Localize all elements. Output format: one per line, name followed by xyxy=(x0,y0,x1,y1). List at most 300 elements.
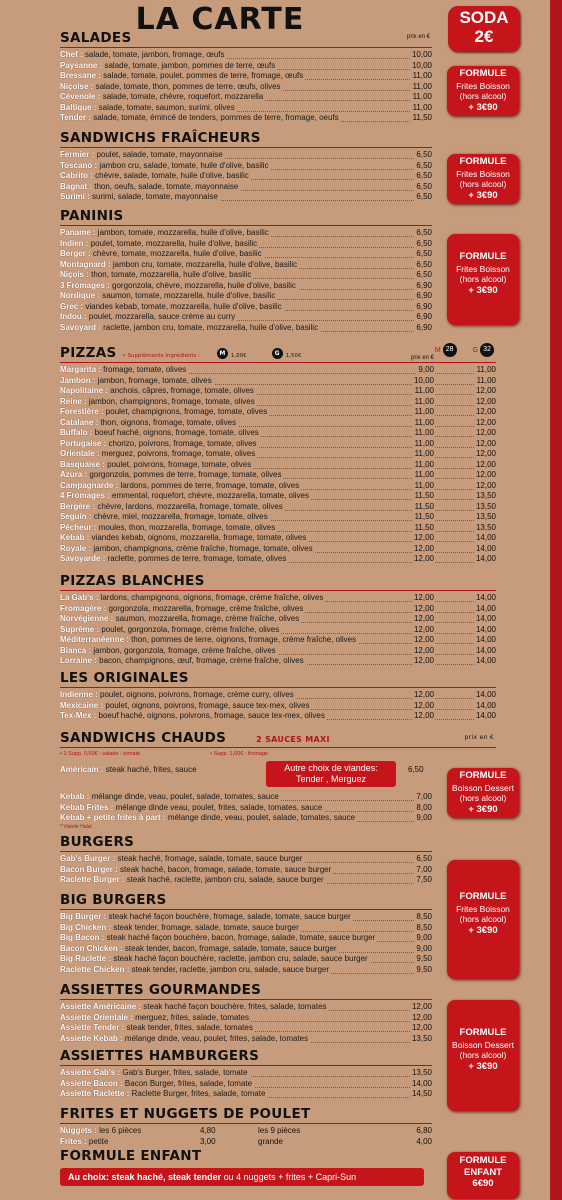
enfant-choice-box xyxy=(60,1168,424,1186)
section-title: BIG BURGERS xyxy=(60,892,167,908)
chauds-title: SANDWICHS CHAUDS xyxy=(60,730,227,746)
list-item xyxy=(60,593,496,604)
item-name: Cévenole : xyxy=(60,92,101,101)
list-item xyxy=(60,875,432,886)
list-item xyxy=(60,260,432,271)
formule-title: FORMULE xyxy=(459,1155,507,1166)
item-desc: bacon, champignons, œuf, fromage, crème fraîche, olives xyxy=(96,656,304,665)
item-name: Américain : xyxy=(60,765,104,774)
item-price: 6,50 xyxy=(408,765,424,774)
section-title: PIZZAS BLANCHES xyxy=(60,573,205,589)
item-price-large: 14,00 xyxy=(475,543,496,553)
size-m-diameter: 28 xyxy=(443,343,457,357)
formule-price: + 3€90 xyxy=(468,1060,498,1072)
section-title: LES ORIGINALES xyxy=(60,670,189,686)
item-name: Raclette Chicken : xyxy=(60,964,130,974)
item-price-large: 14,00 xyxy=(475,624,496,634)
list-item xyxy=(60,92,432,103)
section-title xyxy=(60,730,496,746)
section-title: SANDWICHS FRAÎCHEURS xyxy=(60,130,261,146)
item-price: 7,00 xyxy=(416,792,432,801)
price-unit-note: prix en € xyxy=(406,34,430,40)
list-item xyxy=(60,656,496,667)
item-price-large: 12,00 xyxy=(475,438,496,448)
list-item xyxy=(60,228,432,239)
item-name: 4 Fromages : xyxy=(60,491,110,500)
item-name: Frites : xyxy=(60,1136,87,1146)
list-item xyxy=(60,1079,432,1090)
list-item xyxy=(60,865,432,876)
list-item xyxy=(60,1126,432,1137)
halal-note: * Viande Halal xyxy=(60,823,92,830)
item-name: Cabrito : xyxy=(60,171,93,180)
formule-price: + 3€90 xyxy=(468,803,498,815)
formule-title: FORMULE xyxy=(459,891,507,902)
size-m-letter: M xyxy=(434,346,441,354)
item-name: Orientale : xyxy=(60,449,100,458)
section-title: ASSIETTES HAMBURGERS xyxy=(60,1048,260,1064)
item-desc: jambon, fromage, tomate, olives xyxy=(95,375,212,385)
item-price: 12,00 xyxy=(413,624,434,634)
item-price: 12,00 xyxy=(413,656,434,665)
list-item xyxy=(60,635,496,646)
item-price-large: 14,00 xyxy=(475,700,496,710)
section-sandwichs-chauds xyxy=(60,730,496,758)
item-desc: steak haché, bacon, fromage, salade, tomate, sauce burger xyxy=(117,864,332,874)
formule-line: (hors alcool) xyxy=(459,179,507,189)
item-name: Portugaise : xyxy=(60,438,107,448)
item-name: Basquaise : xyxy=(60,459,105,469)
enfant-rest: ou 4 nuggets + frites + Capri-Sun xyxy=(221,1172,357,1182)
item-name: Savoyard : xyxy=(60,322,101,332)
formule-line: (hors alcool) xyxy=(459,793,507,803)
item-price: 12,00 xyxy=(413,533,434,542)
list-item xyxy=(60,803,432,814)
item-name: Paysanne : xyxy=(60,60,103,70)
formule-badge-burgers xyxy=(447,860,519,979)
section-originales xyxy=(60,670,496,722)
item-desc: Gab's Burger, frites, salade, tomate xyxy=(120,1068,248,1077)
list-item xyxy=(60,481,496,492)
item-desc: saumon, mozzarella, fromage, crème fraîche, olives xyxy=(113,614,300,623)
item-price: 11,50 xyxy=(414,522,434,532)
item-name: Indienne : xyxy=(60,690,98,699)
item-price: 12,00 xyxy=(411,1002,432,1011)
list-item xyxy=(60,544,496,555)
item-price: 11,50 xyxy=(414,491,434,500)
item-desc: les 6 pièces xyxy=(96,1126,142,1135)
item-name: Toscano : xyxy=(60,160,98,170)
item-desc: chorizo, poivrons, fromage, tomate, olives xyxy=(106,438,257,448)
item-name: Gab's Burger : xyxy=(60,854,116,863)
item-desc: lardons, pommes de terre, fromage, tomate, olives xyxy=(118,480,300,490)
list-item xyxy=(60,376,496,387)
list-item xyxy=(60,113,432,124)
list-item xyxy=(60,460,496,471)
list-item xyxy=(60,1034,432,1045)
item-name: Azura : xyxy=(60,470,88,479)
item-desc: poulet, tomate, mozzarella, huile d'olive, basilic xyxy=(88,238,258,248)
item-desc: chèvre, lardons, mozzarella, fromage, tomate, olives xyxy=(95,501,283,511)
list-item xyxy=(60,103,432,114)
item-name: Fermier : xyxy=(60,150,95,159)
item-price: 6,50 xyxy=(416,171,432,180)
item-name: Méditerranéenne : xyxy=(60,635,129,644)
formule-badge-enfant xyxy=(447,1152,519,1199)
item-desc: steak haché, frites, sauce xyxy=(103,765,197,774)
item-price-large: 12,00 xyxy=(475,470,496,479)
list-item xyxy=(60,604,496,615)
item-name: Kebab Frites : xyxy=(60,802,114,812)
item-desc: steak haché façon bouchère, frites, salade, tomates xyxy=(141,1002,327,1011)
item-name: Assiette Bacon : xyxy=(60,1078,123,1088)
list-item xyxy=(60,701,496,712)
item-price: 11,00 xyxy=(414,470,434,479)
section-title: FORMULE ENFANT xyxy=(60,1148,202,1164)
list-item xyxy=(60,365,496,376)
item-desc: thon, tomate, mozzarella, huile d'olive, basilic xyxy=(88,270,252,279)
item-name: Seguin : xyxy=(60,512,92,521)
item-name: Assiette Orientale : xyxy=(60,1012,133,1022)
item-name: Kebab : xyxy=(60,792,90,801)
list-item xyxy=(60,690,496,701)
item-price: 11,00 xyxy=(414,449,434,458)
list-item xyxy=(60,439,496,450)
item-desc: jambon cru, tomate, mozzarella, huile d'olive, basilic xyxy=(110,259,298,269)
item-desc: raclette, jambon cru, tomate, mozzarella, huile d'olive, basilic xyxy=(100,322,319,332)
item-price: 3,00 xyxy=(200,1136,216,1146)
item-price-large: 12,00 xyxy=(475,407,496,416)
item-desc: jambon, champignons, fromage, tomate, olives xyxy=(86,396,255,406)
supp-m-price: 1,00€ xyxy=(230,353,247,359)
item-price: 9,50 xyxy=(416,954,432,963)
list-item xyxy=(60,965,432,976)
list-item xyxy=(60,82,432,93)
list-item xyxy=(60,470,496,481)
item-desc: mélange dinde, veau, poulet, salade, tomates, sauce xyxy=(165,813,356,822)
supplements-label: • Suppléments Ingrédients : xyxy=(122,353,200,359)
item-desc: poulet, salade, tomate, mayonnaise xyxy=(94,150,223,159)
formule-price: + 3€90 xyxy=(468,101,498,113)
section-pizzas xyxy=(60,345,496,565)
item-name: Bressane : xyxy=(60,71,101,80)
item-desc: emmental, roquefort, chèvre, mozzarella, tomate, olives xyxy=(109,491,309,500)
pizzas-title: PIZZAS xyxy=(60,345,117,361)
item-name: Catalane : xyxy=(60,417,99,427)
item-name: Bagnat : xyxy=(60,181,92,191)
right-red-stripe xyxy=(550,0,562,1200)
item-price-large: 14,00 xyxy=(475,690,496,699)
item-name: Fromagère : xyxy=(60,603,107,613)
formule-badge-chauds xyxy=(447,768,519,818)
item-desc: poulet, oignons, poivrons, fromage, sauce tex-mex, olives xyxy=(103,700,310,710)
item-price: 6,90 xyxy=(416,291,432,300)
item-price-large: 14,00 xyxy=(475,554,496,563)
formule-price: + 3€90 xyxy=(468,189,498,201)
item-name: Norvégienne : xyxy=(60,614,114,623)
item-price: 12,00 xyxy=(413,711,434,720)
item-desc: steak haché façon bouchère, bacon, fromage, salade, tomate, sauce burger xyxy=(104,933,376,942)
list-item xyxy=(60,171,432,182)
item-price: 12,00 xyxy=(413,614,434,623)
list-item xyxy=(60,854,432,865)
list-item xyxy=(60,923,432,934)
size-m-icon: M xyxy=(217,348,228,359)
item-price: 11,50 xyxy=(414,512,434,521)
item-name: Reine : xyxy=(60,396,87,406)
item-desc: poulet, oignons, poivrons, fromage, crème curry, olives xyxy=(97,690,294,699)
list-item xyxy=(60,1002,432,1013)
section-title: BURGERS xyxy=(60,834,135,850)
formule-line: Frites Boisson xyxy=(456,80,510,91)
list-item xyxy=(60,1068,432,1079)
item-name: Bergère : xyxy=(60,501,96,511)
item-name: Surimi : xyxy=(60,192,90,201)
formule-line: Boisson Dessert xyxy=(452,1039,514,1050)
item-price: 8,50 xyxy=(416,922,432,932)
item-price: 11,00 xyxy=(414,396,434,406)
chauds-list-a xyxy=(60,765,432,776)
list-item xyxy=(60,61,432,72)
item-price-large: 14,00 xyxy=(475,645,496,655)
item-price: 12,00 xyxy=(413,690,434,699)
item-name: Baltique : xyxy=(60,102,97,112)
item-price: 7,50 xyxy=(416,875,432,884)
item-name: Chef : xyxy=(60,50,83,59)
list-item xyxy=(60,50,432,61)
section-assiettes xyxy=(60,982,432,1044)
other-meat-line1: Autre choix de viandes: xyxy=(284,763,378,773)
item-desc: gorgonzola, pommes de terre, fromage, tomate, olives xyxy=(87,470,282,479)
item-price-large: 13,50 xyxy=(475,522,496,532)
formule-line: ENFANT xyxy=(464,1166,502,1178)
item-desc: chèvre, miel, mozzarella, fromage, tomate, olives xyxy=(91,512,268,521)
item-price: 11,00 xyxy=(414,407,434,416)
item-desc: surimi, salade, tomate, mayonnaise xyxy=(89,192,218,201)
item-desc: les 9 pièces xyxy=(258,1126,301,1135)
item-price: 6,50 xyxy=(416,160,432,170)
chauds-list-b xyxy=(60,792,432,830)
item-desc: steak tender, fromage, salade, tomate, sauce burger xyxy=(111,922,299,932)
item-price: 11,00 xyxy=(414,438,434,448)
item-price-large: 14,00 xyxy=(475,614,496,623)
list-item xyxy=(60,502,496,513)
item-price-large: 11,00 xyxy=(476,375,496,385)
list-item xyxy=(60,954,432,965)
list-item xyxy=(60,150,432,161)
item-price: 8,00 xyxy=(416,802,432,812)
sauces-maxi: 2 SAUCES MAXI xyxy=(256,735,330,744)
formule-title: FORMULE xyxy=(459,770,507,781)
formule-title: FORMULE xyxy=(459,251,507,262)
item-name: Montagnard : xyxy=(60,259,111,269)
list-item xyxy=(60,192,432,203)
list-item xyxy=(60,944,432,955)
item-price: 11,00 xyxy=(412,81,432,91)
list-item xyxy=(60,407,496,418)
list-item xyxy=(60,428,496,439)
item-name: Big Raclette : xyxy=(60,954,112,963)
item-desc: petite xyxy=(86,1136,109,1146)
list-item xyxy=(60,554,496,565)
item-price: 4,00 xyxy=(416,1136,432,1146)
formule-price: + 3€90 xyxy=(468,924,498,936)
item-price-large: 14,00 xyxy=(475,635,496,644)
item-desc: jambon, tomate, mozzarella, huile d'olive, basilic xyxy=(95,228,269,237)
item-desc: salade, tomate, poulet, pommes de terre, fromage, œufs xyxy=(100,71,304,80)
item-name: Berger : xyxy=(60,249,91,258)
item-name: Mexicaine : xyxy=(60,700,104,710)
item-price-large: 12,00 xyxy=(475,417,496,427)
item-name: Jambon : xyxy=(60,375,96,385)
item-desc: grande xyxy=(258,1136,283,1146)
item-price: 13,50 xyxy=(411,1068,432,1077)
item-price: 12,00 xyxy=(413,645,434,655)
item-desc: merguez, frites, salade, tomates xyxy=(132,1012,249,1022)
list-item xyxy=(60,912,432,923)
item-price: 10,00 xyxy=(413,375,434,385)
list-item xyxy=(60,323,432,334)
item-desc: gorgonzola, chèvre, mozzarella, huile d'olive, basilic xyxy=(109,280,296,290)
item-desc: thon, oignons, fromage, tomate, olives xyxy=(98,417,237,427)
section-title: FRITES ET NUGGETS DE POULET xyxy=(60,1106,311,1122)
item-name: Bacon Burger : xyxy=(60,864,118,874)
item-desc: boeuf haché, oignons, fromage, tomate, olives xyxy=(92,428,259,437)
item-price: 9,00 xyxy=(416,943,432,953)
item-price: 6,90 xyxy=(416,312,432,321)
item-name: Nuggets : xyxy=(60,1126,97,1135)
item-desc: salade, tomate, chèvre, roquefort, mozzarella xyxy=(100,92,264,101)
item-desc: salade, tomate, jambon, pommes de terre, œufs xyxy=(102,60,276,70)
item-price: 9,00 xyxy=(416,933,432,942)
item-desc: chèvre, salade, tomate, huile d'olive, basilic xyxy=(92,171,249,180)
item-name: Big Burger : xyxy=(60,912,107,921)
item-desc: mélange dinde, veau, poulet, frites, salade, tomates xyxy=(122,1033,309,1043)
formule-badge-assiettes xyxy=(447,1000,519,1111)
list-item xyxy=(60,161,432,172)
item-name: Pêcheur : xyxy=(60,522,97,532)
item-desc: steak haché, fromage, salade, tomate, sauce burger xyxy=(115,854,303,863)
soda-label: SODA xyxy=(459,8,509,27)
item-price-large: 14,00 xyxy=(475,711,496,720)
list-item xyxy=(60,302,432,313)
item-price-large: 14,00 xyxy=(475,656,496,665)
formule-line: (hors alcool) xyxy=(459,91,507,101)
list-item xyxy=(60,291,432,302)
list-item xyxy=(60,813,432,824)
item-price: 10,00 xyxy=(411,60,432,70)
item-price: 11,00 xyxy=(414,480,434,490)
item-name: Tender : xyxy=(60,113,91,122)
item-price: 6,90 xyxy=(416,322,432,332)
section-paninis xyxy=(60,208,432,333)
item-price: 11,00 xyxy=(414,428,434,437)
item-name: Assiette Gab's : xyxy=(60,1068,121,1077)
item-name: Raclette Burger : xyxy=(60,875,125,884)
price-unit-note: prix en € xyxy=(410,355,434,361)
item-desc: raclette, pommes de terre, fromage, tomate, olives xyxy=(105,554,287,563)
list-item xyxy=(60,249,432,260)
item-desc: jambon cru, salade, tomate, huile d'olive, basilic xyxy=(97,160,269,170)
item-name: Campagnarde : xyxy=(60,480,119,490)
section-pizzas-blanches xyxy=(60,573,496,667)
item-price: 6,90 xyxy=(416,301,432,311)
item-desc: steak tender, bacon, fromage, salade, tomate, sauce burger xyxy=(122,943,337,953)
formule-price: 6€90 xyxy=(472,1178,494,1189)
list-item xyxy=(60,614,496,625)
item-price: 12,00 xyxy=(413,543,434,553)
item-name: Nordique : xyxy=(60,291,100,300)
item-desc: moules, thon, mozzarella, fromage, tomate, olives xyxy=(96,522,276,532)
list-item xyxy=(60,71,432,82)
item-price: 11,00 xyxy=(414,386,434,395)
formule-line: (hors alcool) xyxy=(459,1050,507,1060)
item-name: Assiette Tender : xyxy=(60,1023,125,1032)
item-desc: steak haché façon bouchère, fromage, salade, tomate, sauce burger xyxy=(106,912,351,921)
item-price: 6,50 xyxy=(416,150,432,159)
item-price: 11,00 xyxy=(414,417,434,427)
item-price: 9,50 xyxy=(416,964,432,974)
item-price: 11,00 xyxy=(412,102,432,112)
item-desc: poulet, champignons, fromage, tomate, olives xyxy=(103,407,268,416)
formule-line: Frites Boisson xyxy=(456,168,510,179)
section-assiettes-hamburgers xyxy=(60,1048,432,1100)
item-desc: mélange dinde veau, poulet, frites, salade, tomates, sauce xyxy=(113,802,323,812)
item-name: Assiette Kebab : xyxy=(60,1033,123,1043)
item-price: 12,00 xyxy=(413,700,434,710)
list-item xyxy=(60,270,432,281)
formule-price: + 3€90 xyxy=(468,284,498,296)
item-name: Margarita : xyxy=(60,365,101,374)
supp-salade: • 1 Supp. 0,50€ : salade - tomate xyxy=(60,751,141,757)
item-name: Kebab + petite frites à part : xyxy=(60,813,166,822)
item-desc: thon, pommes de terre, oignons, fromage, crème fraîche, olives xyxy=(128,635,357,644)
item-desc: mélange dinde, veau, poulet, salade, tomates, sauce xyxy=(89,792,279,801)
item-desc: salade, tomate, jambon, fromage, œufs xyxy=(82,50,225,59)
item-name: Bacon Chicken : xyxy=(60,943,123,953)
section-salades xyxy=(60,30,432,124)
formule-title: FORMULE xyxy=(459,156,507,167)
item-name: Forestière : xyxy=(60,407,104,416)
item-price: 11,50 xyxy=(414,501,434,511)
item-desc: steak tender, raclette, jambon cru, salade, sauce burger xyxy=(129,964,330,974)
item-desc: poulet, mozzarella, sauce crème au curry xyxy=(86,312,236,321)
item-name: Savoyarde : xyxy=(60,554,106,563)
formule-badge-paninis xyxy=(447,234,519,325)
item-name: Grec : xyxy=(60,301,84,311)
list-item xyxy=(60,418,496,429)
item-desc: steak tender, frites, salade, tomates xyxy=(124,1023,253,1032)
item-name: Assiette Américaine : xyxy=(60,1002,142,1011)
item-desc: viandes kebab, oignons, mozzarella, fromage, tomate, olives xyxy=(89,533,307,542)
item-desc: viandes kebab, tomate, mozzarella, huile d'olive, basilic xyxy=(83,301,282,311)
item-name: Buffalo : xyxy=(60,428,93,437)
item-price: 13,50 xyxy=(411,1033,432,1043)
formule-line: (hors alcool) xyxy=(459,914,507,924)
item-price-large: 14,00 xyxy=(475,593,496,602)
formule-badge-salades xyxy=(447,66,519,116)
item-price-large: 11,00 xyxy=(476,365,496,374)
list-item xyxy=(60,711,496,722)
item-price: 12,00 xyxy=(413,635,434,644)
list-item xyxy=(60,449,496,460)
item-price: 10,00 xyxy=(411,50,432,59)
item-desc: salade, tomate, thon, pommes de terre, œufs, olives xyxy=(93,81,281,91)
item-price: 6,50 xyxy=(416,249,432,258)
list-item xyxy=(60,386,496,397)
item-price: 12,00 xyxy=(413,603,434,613)
item-name: La Gab's : xyxy=(60,593,99,602)
